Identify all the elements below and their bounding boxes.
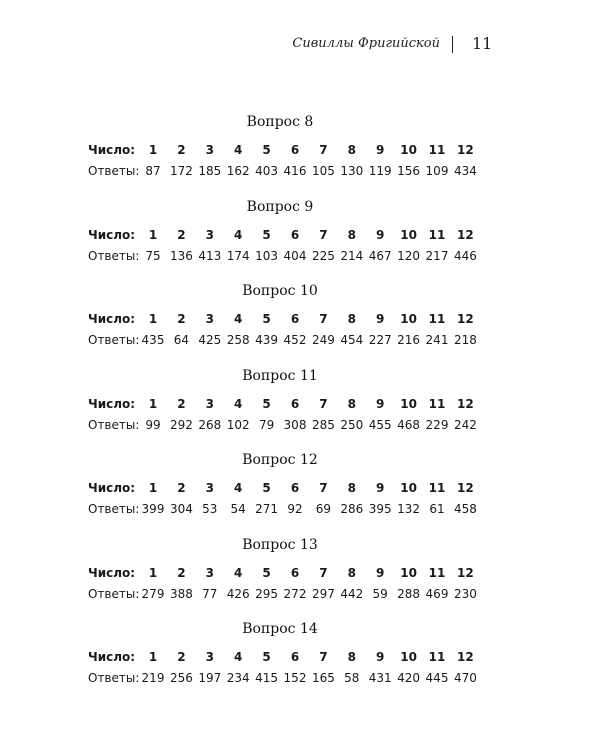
answer-cell: 234	[226, 671, 250, 685]
number-cell: 1	[148, 650, 158, 664]
answer-cell: 132	[397, 502, 421, 516]
numbers-row-label: Число:	[88, 650, 136, 664]
numbers-row-label: Число:	[88, 396, 136, 411]
number-cell: 9	[376, 565, 385, 580]
numbers-row-label: Число:	[88, 227, 136, 242]
answers-row-label: Ответы:	[88, 164, 140, 178]
answer-cell: 227	[368, 333, 392, 347]
number-cell: 2	[177, 481, 186, 495]
number-cell: 6	[290, 312, 300, 326]
number-cell: 2	[177, 227, 186, 242]
numbers-row-label: Число:	[88, 481, 136, 495]
answers-row	[0, 248, 600, 268]
answer-cell: 454	[340, 333, 364, 347]
number-cell: 11	[428, 650, 446, 664]
answer-cell: 136	[169, 248, 193, 263]
number-cell: 3	[205, 143, 214, 157]
answer-cell: 165	[311, 671, 335, 685]
answers-row-label: Ответы:	[88, 248, 140, 263]
answer-cell: 119	[368, 164, 392, 178]
number-cell: 11	[428, 481, 446, 495]
answer-cell: 415	[255, 671, 279, 685]
number-cell: 12	[457, 565, 474, 580]
answers-row	[0, 501, 600, 521]
number-cell: 4	[234, 227, 243, 242]
number-cell: 5	[262, 650, 271, 664]
question-title: Вопрос 10	[242, 283, 318, 299]
answers-row	[0, 417, 600, 437]
answer-cell: 92	[287, 502, 303, 516]
answer-cell: 458	[453, 502, 477, 516]
number-cell: 11	[428, 143, 446, 157]
answer-cell: 103	[255, 248, 279, 263]
number-cell: 3	[205, 396, 214, 411]
number-cell: 5	[262, 143, 271, 157]
number-cell: 8	[347, 143, 356, 157]
answers-row	[0, 332, 600, 352]
number-cell: 5	[262, 312, 271, 326]
number-cell: 9	[376, 650, 385, 664]
answer-cell: 445	[425, 671, 449, 685]
answer-cell: 279	[141, 586, 165, 601]
answer-cell: 59	[372, 586, 388, 601]
number-cell: 10	[400, 312, 417, 326]
number-cell: 3	[205, 227, 214, 242]
number-cell: 3	[205, 312, 214, 326]
answer-cell: 109	[425, 164, 449, 178]
number-cell: 8	[347, 227, 356, 242]
answer-cell: 64	[173, 333, 190, 347]
answer-cell: 395	[368, 502, 392, 516]
answer-cell: 130	[340, 164, 364, 178]
answer-cell: 420	[397, 671, 421, 685]
number-cell: 10	[400, 227, 417, 242]
answer-cell: 426	[226, 586, 250, 601]
answers-row	[0, 670, 600, 690]
answer-cell: 174	[226, 248, 250, 263]
answers-row	[0, 163, 600, 183]
numbers-row	[0, 649, 600, 669]
number-cell: 5	[262, 481, 271, 495]
answer-cell: 388	[169, 586, 193, 601]
number-cell: 11	[428, 227, 446, 242]
number-cell: 2	[177, 312, 186, 326]
answers-row-label: Ответы:	[88, 502, 140, 516]
answer-cell: 54	[230, 502, 246, 516]
number-cell: 4	[234, 650, 243, 664]
number-cell: 7	[319, 312, 328, 326]
answer-cell: 162	[226, 164, 250, 178]
answer-cell: 435	[141, 333, 165, 347]
answer-cell: 99	[145, 417, 161, 432]
number-cell: 12	[457, 312, 474, 326]
question-title: Вопрос 13	[242, 536, 318, 553]
answer-cell: 271	[255, 502, 279, 516]
number-cell: 5	[262, 396, 271, 411]
number-cell: 7	[319, 227, 328, 242]
number-cell: 8	[347, 312, 356, 326]
answers-row-label: Ответы:	[88, 333, 140, 347]
answer-cell: 308	[283, 417, 307, 432]
answers-row-label: Ответы:	[88, 417, 140, 432]
number-cell: 4	[234, 143, 243, 157]
header-separator	[452, 36, 453, 53]
number-cell: 7	[319, 565, 328, 580]
answer-cell: 469	[425, 586, 449, 601]
answer-cell: 425	[198, 333, 222, 347]
answer-cell: 75	[145, 248, 161, 263]
number-cell: 11	[428, 565, 446, 580]
answer-cell: 229	[425, 417, 449, 432]
question-title: Вопрос 9	[246, 198, 314, 215]
number-cell: 1	[148, 227, 158, 242]
number-cell: 3	[205, 481, 214, 495]
number-cell: 11	[428, 312, 446, 326]
number-cell: 2	[177, 143, 186, 157]
number-cell: 7	[319, 650, 328, 664]
answer-cell: 214	[340, 248, 364, 263]
answer-cell: 79	[258, 417, 275, 432]
answer-cell: 218	[453, 333, 477, 347]
answer-cell: 286	[340, 502, 364, 516]
number-cell: 10	[400, 481, 417, 495]
answer-cell: 120	[397, 248, 421, 263]
number-cell: 8	[347, 396, 356, 411]
page-number: 11	[472, 34, 493, 53]
answer-cell: 431	[368, 671, 392, 685]
number-cell: 10	[400, 650, 417, 664]
number-cell: 7	[319, 143, 328, 157]
numbers-row-label: Число:	[88, 565, 136, 580]
answer-cell: 197	[198, 671, 222, 685]
numbers-row-label: Число:	[88, 143, 136, 157]
answer-cell: 256	[169, 671, 193, 685]
number-cell: 11	[428, 396, 446, 411]
answer-cell: 185	[198, 164, 222, 178]
running-header	[0, 34, 600, 58]
number-cell: 8	[347, 650, 356, 664]
number-cell: 6	[290, 396, 300, 411]
number-cell: 9	[376, 396, 385, 411]
answer-cell: 452	[283, 333, 307, 347]
number-cell: 12	[457, 650, 474, 664]
number-cell: 7	[319, 481, 328, 495]
answer-cell: 217	[425, 248, 449, 263]
number-cell: 9	[376, 481, 385, 495]
number-cell: 4	[234, 565, 243, 580]
number-cell: 12	[457, 396, 474, 411]
answer-cell: 152	[283, 671, 307, 685]
numbers-row	[0, 311, 600, 331]
number-cell: 6	[290, 227, 300, 242]
numbers-row	[0, 396, 600, 416]
answer-cell: 87	[145, 164, 161, 178]
answer-cell: 288	[397, 586, 421, 601]
answer-cell: 77	[202, 586, 218, 601]
number-cell: 4	[234, 312, 243, 326]
answer-cell: 297	[311, 586, 335, 601]
answers-row	[0, 586, 600, 606]
answer-cell: 102	[226, 417, 250, 432]
answer-cell: 61	[429, 502, 445, 516]
answer-cell: 455	[368, 417, 392, 432]
answers-row-label: Ответы:	[88, 671, 140, 685]
answer-cell: 413	[198, 248, 222, 263]
answer-cell: 416	[283, 164, 307, 178]
number-cell: 3	[205, 650, 214, 664]
answer-cell: 156	[397, 164, 421, 178]
answer-cell: 285	[311, 417, 335, 432]
number-cell: 2	[177, 650, 186, 664]
answer-cell: 404	[283, 248, 307, 263]
numbers-row	[0, 565, 600, 585]
number-cell: 10	[400, 143, 417, 157]
answer-cell: 439	[255, 333, 279, 347]
number-cell: 6	[290, 481, 300, 495]
answer-cell: 446	[453, 248, 477, 263]
numbers-row-label: Число:	[88, 312, 136, 326]
number-cell: 5	[262, 565, 271, 580]
number-cell: 8	[347, 481, 356, 495]
numbers-row	[0, 227, 600, 247]
answer-cell: 295	[255, 586, 279, 601]
answer-cell: 399	[141, 502, 165, 516]
answer-cell: 272	[283, 586, 307, 601]
answer-cell: 241	[425, 333, 449, 347]
answer-cell: 58	[344, 671, 360, 685]
answer-cell: 304	[169, 502, 193, 516]
answer-cell: 230	[453, 586, 477, 601]
number-cell: 9	[376, 312, 385, 326]
running-header-title: Сивиллы Фригийской	[292, 36, 440, 51]
question-title: Вопрос 11	[242, 367, 318, 384]
number-cell: 9	[376, 143, 385, 157]
answer-cell: 105	[311, 164, 335, 178]
number-cell: 4	[234, 481, 243, 495]
number-cell: 6	[290, 143, 300, 157]
answer-cell: 250	[340, 417, 364, 432]
answer-cell: 292	[169, 417, 193, 432]
number-cell: 10	[400, 565, 417, 580]
number-cell: 3	[205, 565, 214, 580]
answer-cell: 470	[453, 671, 477, 685]
answer-cell: 242	[453, 417, 477, 432]
number-cell: 2	[177, 396, 186, 411]
answer-cell: 258	[226, 333, 250, 347]
answer-cell: 442	[340, 586, 364, 601]
number-cell: 12	[457, 227, 474, 242]
answer-cell: 53	[202, 502, 218, 516]
number-cell: 6	[290, 650, 300, 664]
question-title: Вопрос 12	[242, 452, 318, 468]
number-cell: 12	[457, 143, 474, 157]
number-cell: 6	[290, 565, 300, 580]
number-cell: 1	[148, 312, 158, 326]
number-cell: 1	[148, 565, 158, 580]
numbers-row	[0, 480, 600, 500]
answer-cell: 268	[198, 417, 222, 432]
answer-cell: 249	[311, 333, 335, 347]
question-title: Вопрос 8	[246, 114, 314, 130]
answer-cell: 216	[397, 333, 421, 347]
answer-cell: 219	[141, 671, 165, 685]
answer-cell: 225	[311, 248, 335, 263]
number-cell: 9	[376, 227, 385, 242]
number-cell: 2	[177, 565, 186, 580]
number-cell: 10	[400, 396, 417, 411]
number-cell: 4	[234, 396, 243, 411]
number-cell: 12	[457, 481, 474, 495]
answer-cell: 69	[315, 502, 332, 516]
answer-cell: 468	[397, 417, 421, 432]
number-cell: 7	[319, 396, 328, 411]
answer-cell: 467	[368, 248, 392, 263]
answer-cell: 403	[255, 164, 279, 178]
answer-cell: 434	[453, 164, 477, 178]
numbers-row	[0, 142, 600, 162]
number-cell: 5	[262, 227, 271, 242]
number-cell: 8	[347, 565, 356, 580]
number-cell: 1	[148, 481, 158, 495]
answer-cell: 172	[169, 164, 193, 178]
number-cell: 1	[148, 396, 158, 411]
question-title: Вопрос 14	[242, 621, 318, 637]
answers-row-label: Ответы:	[88, 586, 140, 601]
number-cell: 1	[148, 143, 158, 157]
